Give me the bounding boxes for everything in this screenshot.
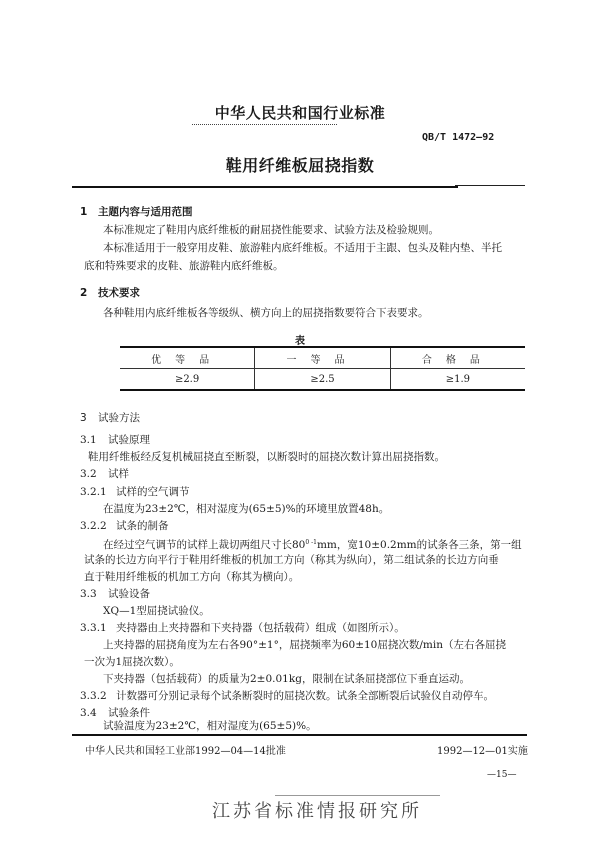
document-title: 鞋用纤维板屈挠指数	[225, 156, 375, 175]
section-3-1-text: 鞋用纤维板经反复机械屈挠直至断裂，以断裂时的屈挠次数计算出屈挠指数。	[88, 451, 445, 463]
heading-text: 试样的空气调节	[116, 486, 190, 498]
section-2-heading	[80, 285, 140, 301]
table-row	[120, 369, 525, 391]
section-number: 2	[80, 287, 88, 299]
heading-text: 试验方法	[98, 412, 140, 424]
text-part: 在经过空气调节的试样上裁切两组尺寸长80	[103, 539, 306, 551]
heading-text: 技术要求	[98, 287, 140, 299]
section-3-2-2-heading	[80, 518, 169, 534]
section-3-1-heading	[80, 432, 150, 448]
section-number: 3.3	[80, 588, 97, 600]
section-number: 3.2.2	[80, 520, 107, 532]
organization-underline	[192, 124, 337, 126]
value-premium-grade: ≥2.9	[174, 373, 200, 385]
approval-note: 中华人民共和国轻工业部1992—04—14批准	[85, 746, 286, 757]
section-3-3-1-line-2: 一次为1屈挠次数）。	[84, 656, 180, 668]
section-1-paragraph-1: 本标准规定了鞋用内底纤维板的耐屈挠性能要求、试验方法及检验规则。	[103, 224, 439, 236]
requirements-table	[120, 346, 525, 391]
section-3-2-2-line-1	[103, 535, 522, 553]
length-tolerance: 0 -1	[305, 539, 317, 546]
section-3-2-1-heading	[80, 484, 190, 500]
header-qualified-grade: 合格品	[390, 347, 525, 369]
page-number: —15—	[487, 770, 517, 780]
header-rule-thin	[455, 185, 525, 186]
section-3-3-text: XQ—1型屈挠试验仪。	[103, 605, 210, 617]
text-part: mm，宽10±0.2mm的试条各三条，第一组	[316, 539, 522, 551]
section-number: 3.3.1	[80, 622, 107, 634]
standard-organization: 中华人民共和国行业标准	[214, 104, 386, 122]
section-text: 计数器可分别记录每个试条断裂时的屈挠次数。试条全部断裂后试验仪自动停车。	[116, 690, 494, 702]
stamp-border	[275, 795, 440, 796]
section-number: 3	[80, 412, 87, 424]
section-number: 3.2.1	[80, 486, 107, 498]
section-2-paragraph: 各种鞋用内底纤维板各等级纵、横方向上的屈挠指数要符合下表要求。	[103, 307, 429, 319]
section-3-3-heading	[80, 586, 150, 602]
section-3-2-2-line-2: 试条的长边方向平行于鞋用纤维板的机加工方向（称其为纵向），第二组试条的长边方向垂	[84, 554, 499, 566]
section-3-3-1-paragraph-2: 下夹持器（包括载荷）的质量为2±0.01kg，限制在试条屈挠部位下垂直运动。	[103, 673, 470, 685]
section-1-heading	[80, 204, 193, 220]
table-header-row	[120, 347, 525, 369]
section-3-3-2	[80, 688, 494, 704]
footer-rule	[72, 734, 527, 736]
institute-stamp: 江苏省标准情报研究所	[212, 801, 422, 822]
section-1-paragraph-2-line-1: 本标准适用于一般穿用皮鞋、旅游鞋内底纤维板。不适用于主跟、包头及鞋内垫、半托	[103, 242, 502, 254]
header-rule	[72, 186, 458, 188]
section-number: 3.1	[80, 434, 97, 446]
table-caption: 表	[295, 336, 305, 347]
section-3-3-1-line-1: 上夹持器的屈挠角度为左右各90°±1°，屈挠频率为60±10屈挠次数/min（左右各屈挠	[103, 639, 506, 651]
value-qualified-grade: ≥1.9	[390, 369, 525, 391]
section-3-4-text: 试验温度为23±2℃，相对湿度为(65±5)%。	[103, 720, 317, 732]
implementation-date: 1992—12—01实施	[437, 746, 528, 757]
section-number: 3.2	[80, 468, 97, 480]
heading-text: 试样	[108, 468, 129, 480]
header-first-grade: 一等品	[255, 347, 391, 369]
section-number: 1	[80, 206, 88, 218]
section-3-2-heading	[80, 466, 129, 482]
heading-text: 主题内容与适用范围	[98, 206, 193, 218]
header-premium-grade: 优等品	[151, 354, 224, 366]
section-number: 3.3.2	[80, 690, 107, 702]
section-text: 夹持器由上夹持器和下夹持器（包括载荷）组成（如图所示）。	[116, 622, 405, 634]
section-3-3-1	[80, 620, 405, 636]
section-number: 3.4	[80, 707, 97, 719]
section-3-2-1-text: 在温度为23±2℃，相对湿度为(65±5)%的环境里放置48h。	[103, 503, 390, 515]
section-1-paragraph-2-line-2: 底和特殊要求的皮鞋、旅游鞋内底纤维板。	[84, 260, 284, 272]
value-first-grade: ≥2.5	[255, 369, 391, 391]
heading-text: 试验条件	[108, 707, 150, 719]
heading-text: 试验设备	[108, 588, 150, 600]
standard-code: QB/T 1472—92	[422, 132, 495, 143]
section-3-heading	[80, 410, 140, 426]
heading-text: 试条的制备	[116, 520, 169, 532]
section-3-2-2-line-3: 直于鞋用纤维板的机加工方向（称其为横向）。	[84, 571, 300, 583]
heading-text: 试验原理	[108, 434, 150, 446]
